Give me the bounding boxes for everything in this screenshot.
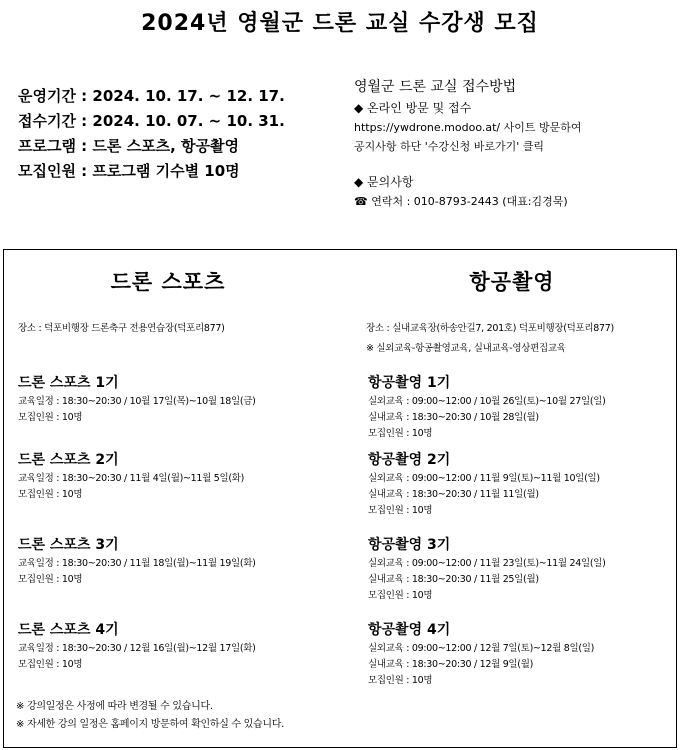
contact-phone: ☎ 연락처 : 010-8793-2443 (대표:김경묵) (354, 195, 568, 208)
aerial-session-2 (368, 449, 600, 519)
session-capacity: 모집인원 : 10명 (18, 574, 83, 585)
session-outdoor: 실외교육 : 09:00~12:00 / 11월 23일(토)~11월 24일(일) (368, 558, 606, 569)
session-outdoor: 실외교육 : 09:00~12:00 / 11월 9일(토)~11월 10일(일) (368, 473, 600, 484)
session-title: 항공촬영 2기 (368, 452, 451, 468)
application-method (354, 76, 674, 211)
aerial-place: 장소 : 실내교육장(하송안길7, 201호) 덕포비행장(덕포리877) (366, 323, 614, 334)
session-indoor: 실내교육 : 18:30~20:30 / 10월 28일(월) (368, 412, 539, 423)
sports-session-4 (18, 619, 256, 673)
contact-heading: ◆ 문의사항 (354, 175, 414, 189)
session-title: 드론 스포츠 1기 (18, 375, 119, 391)
session-capacity: 모집인원 : 10명 (18, 412, 83, 423)
aerial-session-3 (368, 534, 606, 604)
session-title: 드론 스포츠 3기 (18, 537, 119, 553)
session-capacity: 모집인원 : 10명 (368, 428, 433, 439)
recruit-count: 모집인원 : 프로그램 기수별 10명 (18, 162, 240, 180)
online-heading: ◆ 온라인 방문 및 접수 (354, 101, 472, 115)
session-indoor: 실내교육 : 18:30~20:30 / 12월 9일(월) (368, 659, 533, 670)
session-capacity: 모집인원 : 10명 (18, 489, 83, 500)
sports-heading: 드론 스포츠 (110, 270, 226, 294)
session-title: 항공촬영 4기 (368, 622, 451, 638)
session-indoor: 실내교육 : 18:30~20:30 / 11월 11일(월) (368, 489, 539, 500)
aerial-heading: 항공촬영 (469, 270, 555, 294)
session-capacity: 모집인원 : 10명 (368, 590, 433, 601)
session-capacity: 모집인원 : 10명 (368, 505, 433, 516)
sports-session-2 (18, 449, 244, 503)
session-title: 드론 스포츠 4기 (18, 622, 119, 638)
session-capacity: 모집인원 : 10명 (18, 659, 83, 670)
session-outdoor: 실외교육 : 09:00~12:00 / 12월 7일(토)~12월 8일(일) (368, 643, 595, 654)
operation-period: 운영기간 : 2024. 10. 17. ~ 12. 17. (18, 87, 285, 105)
sports-place: 장소 : 덕포비행장 드론축구 전용연습장(덕포리877) (18, 323, 225, 334)
page-title: 2024년 영월군 드론 교실 수강생 모집 (141, 11, 539, 36)
session-title: 항공촬영 1기 (368, 375, 451, 391)
session-title: 항공촬영 3기 (368, 537, 451, 553)
session-indoor: 실내교육 : 18:30~20:30 / 11월 25일(월) (368, 574, 539, 585)
session-outdoor: 실외교육 : 09:00~12:00 / 10월 26일(토)~10월 27일(일) (368, 396, 606, 407)
session-schedule: 교육일정 : 18:30~20:30 / 12월 16일(월)~12월 17일(화) (18, 643, 256, 654)
session-schedule: 교육일정 : 18:30~20:30 / 10월 17일(목)~10월 18일(금) (18, 396, 256, 407)
aerial-note: ※ 실외교육-항공촬영교육, 실내교육-영상편집교육 (366, 343, 566, 354)
session-capacity: 모집인원 : 10명 (368, 675, 433, 686)
program-info (18, 84, 285, 184)
aerial-session-1 (368, 372, 606, 442)
application-title: 영월군 드론 교실 접수방법 (354, 79, 517, 95)
online-instruction: 공지사항 하단 '수강신청 바로가기' 클릭 (354, 140, 545, 153)
application-period: 접수기간 : 2024. 10. 07. ~ 10. 31. (18, 112, 285, 130)
online-url-line[interactable]: https://ywdrone.modoo.at/ 사이트 방문하여 (354, 121, 582, 134)
aerial-session-4 (368, 619, 594, 689)
footnotes (16, 698, 284, 734)
session-title: 드론 스포츠 2기 (18, 452, 119, 468)
sports-session-1 (18, 372, 256, 426)
session-schedule: 교육일정 : 18:30~20:30 / 11월 4일(월)~11월 5일(화) (18, 473, 245, 484)
footnote-schedule-change: ※ 강의일정은 사정에 따라 변경될 수 있습니다. (16, 701, 213, 712)
sports-session-3 (18, 534, 256, 588)
schedule-box (3, 249, 677, 748)
program-list: 프로그램 : 드론 스포츠, 항공촬영 (18, 137, 239, 155)
footnote-homepage: ※ 자세한 강의 일정은 홈페이지 방문하여 확인하실 수 있습니다. (16, 719, 284, 730)
session-schedule: 교육일정 : 18:30~20:30 / 11월 18일(월)~11월 19일(화) (18, 558, 256, 569)
